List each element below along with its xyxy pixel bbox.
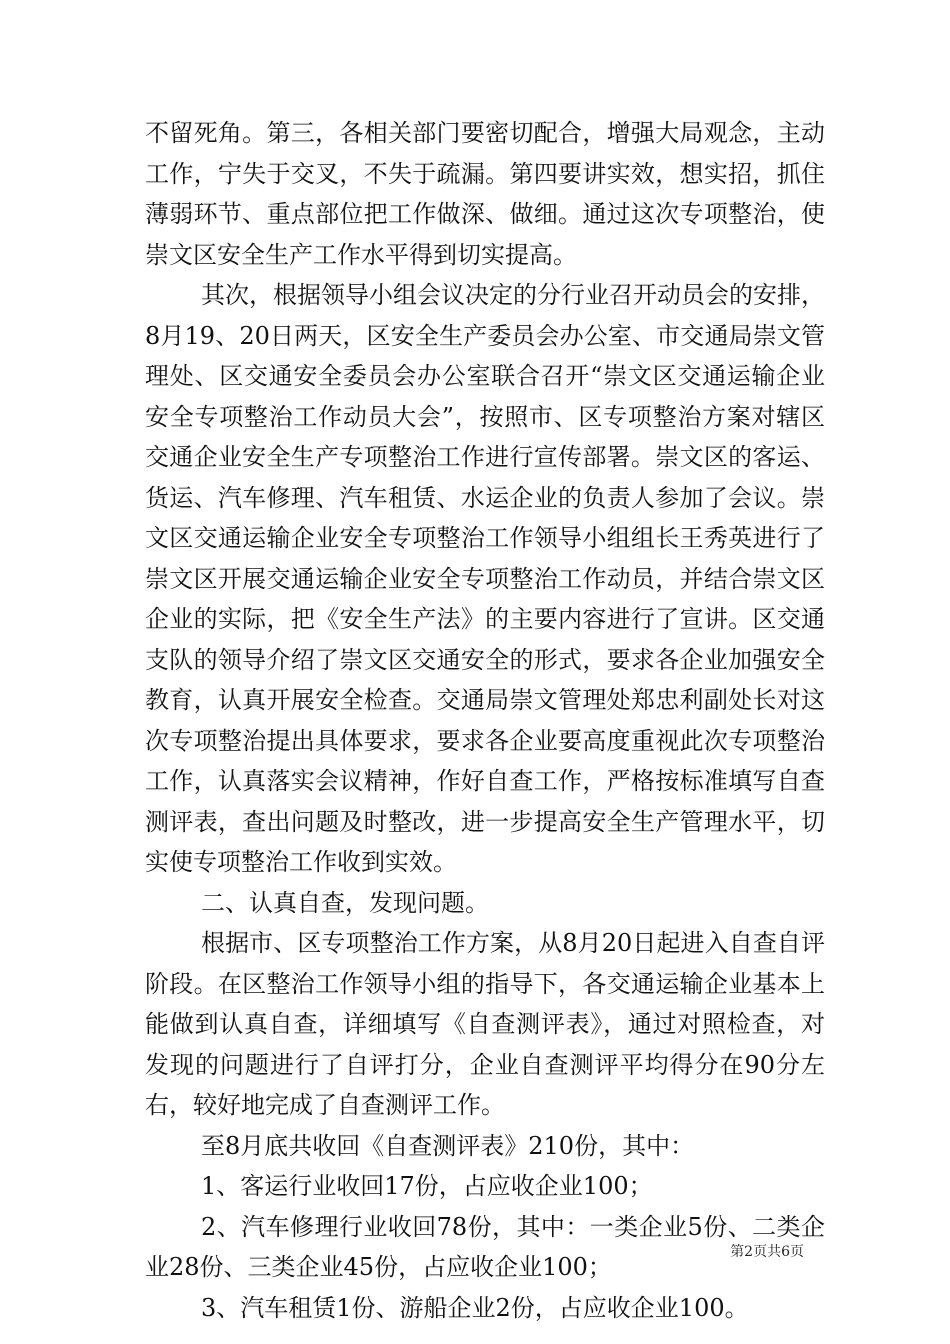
list-item: 2、汽车修理行业收回78份，其中：一类企业5份、二类企业28份、三类企业45份，占应收企业100； [145, 1212, 825, 1281]
section-heading: 二、认真自查，发现问题。 [201, 888, 489, 917]
page-number-footer: 第2页共6页 [730, 1244, 804, 1260]
paragraph: 不留死角。第三，各相关部门要密切配合，增强大局观念，主动工作，宁失于交叉，不失于疏漏。第四要讲实效，想实招，抓住薄弱环节、重点部位把工作做深、做细。通过这次专项整治，使崇文区安全生产工作水平得到切实提高。 [145, 119, 825, 269]
list-item: 1、客运行业收回17份，占应收企业100； [201, 1172, 653, 1200]
paragraph: 其次，根据领导小组会议决定的分行业召开动员会的安排，8月19、20日两天，区安全生产委员会办公室、市交通局崇文管理处、区交通安全委员会办公室联合召开“崇文区交通运输企业安全专项整治工作动员大会”，按照市、区专项整治方案对辖区交通企业安全生产专项整治工作进行宣传部署。崇文区的客运、货运、汽车修理、汽车租赁、水运企业的负责人参加了会议。崇文区交通运输企业安全专项整治工作领导小组组长王秀英进行了崇文区开展交通运输企业安全专项整治工作动员，并结合崇文区企业的实际，把《安全生产法》的主要内容进行了宣讲。区交通支队的领导介绍了崇文区交通安全的形式，要求各企业加强安全教育，认真开展安全检查。交通局崇文管理处郑忠利副处长对这次专项整治提出具体要求，要求各企业要高度重视此次专项整治工作，认真落实会议精神，作好自查工作，严格按标准填写自查测评表，查出问题及时整改，进一步提高安全生产管理水平，切实使专项整治工作收到实效。 [145, 281, 825, 876]
document-body [145, 113, 825, 1328]
paragraph: 至8月底共收回《自查测评表》210份，其中： [201, 1131, 695, 1160]
paragraph: 根据市、区专项整治工作方案，从8月20日起进入自查自评阶段。在区整治工作领导小组的指导下，各交通运输企业基本上能做到认真自查，详细填写《自查测评表》，通过对照检查，对发现的问题进行了自评打分，企业自查测评平均得分在90分左右，较好地完成了自查测评工作。 [145, 929, 825, 1119]
list-item: 3、汽车租赁1份、游船企业2份，占应收企业100。 [201, 1293, 749, 1322]
